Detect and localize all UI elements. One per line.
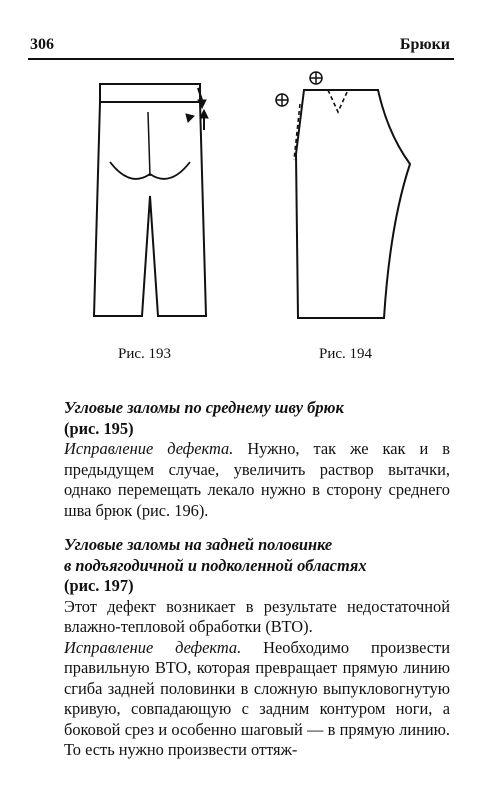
paragraph: Исправление дефекта. Необходимо произвести правильную ВТО, которая превращает прямую линию сгиба задней половинки в сложную выпукловогнутую кривую, совпадающую с задним контуром ноги, а боковой срез и особенно шаговый — в прямую линию. То есть нужно произвести оттяж- bbox=[64, 637, 450, 759]
section-heading-ref: (рис. 195) bbox=[64, 418, 134, 438]
paragraph: Исправление дефекта. Нужно, так же как и в предыдущем случае, увеличить раствор вытачки, однако перемещать лекало нужно в сторону среднего шва брюк (рис. 196). bbox=[64, 439, 450, 520]
paragraph: Этот дефект возникает в результате недостаточной влажно-тепловой обработки (ВТО). bbox=[64, 596, 450, 636]
figure-caption: Рис. 194 bbox=[319, 346, 373, 362]
figure-caption: Рис. 193 bbox=[118, 346, 172, 362]
figure-193-trousers-back bbox=[90, 76, 220, 326]
section-heading-ref: (рис. 197) bbox=[64, 576, 134, 595]
figure-194-pattern bbox=[268, 64, 418, 324]
page-header bbox=[28, 36, 454, 60]
section-heading: Угловые заломы по среднему шву брюк bbox=[64, 398, 344, 417]
section-heading: Угловые заломы на задней половинке bbox=[64, 535, 333, 554]
body-text bbox=[64, 398, 450, 761]
section-heading: в подъягодичной и подколенной областях bbox=[64, 555, 367, 575]
running-title: Брюки bbox=[399, 36, 450, 53]
page-number: 306 bbox=[30, 36, 54, 53]
